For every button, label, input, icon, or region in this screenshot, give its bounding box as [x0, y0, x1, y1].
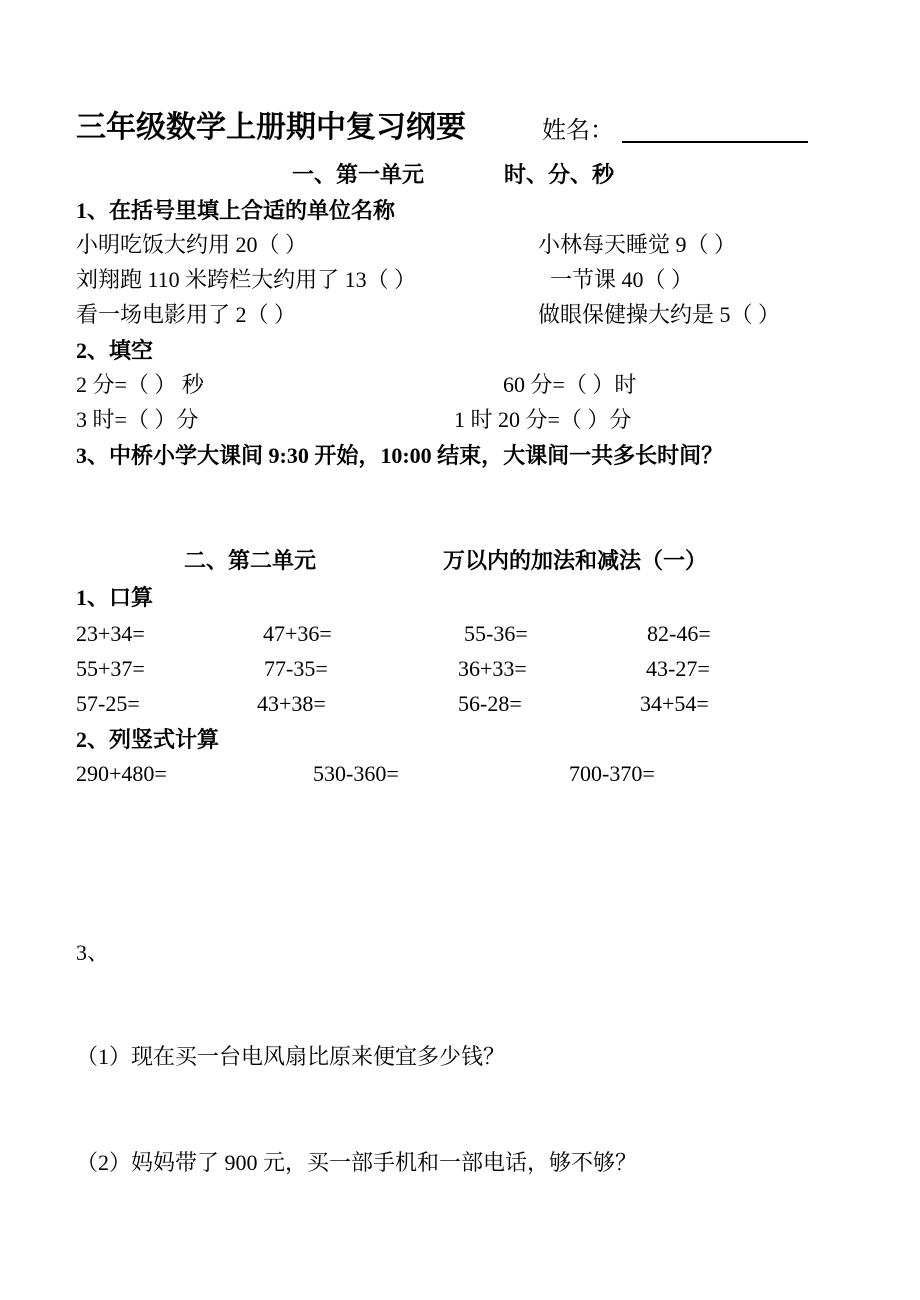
page-title: 三年级数学上册期中复习纲要 — [76, 111, 466, 144]
unit1-topic: 时、分、秒 — [504, 162, 615, 187]
unit1-q1-title: 1、在括号里填上合适的单位名称 — [76, 198, 396, 223]
name-blank[interactable] — [622, 141, 808, 143]
unit2-q2-title: 2、列竖式计算 — [76, 727, 220, 752]
unit1-q1-item: 刘翔跑 110 米跨栏大约用了 13（ ） — [76, 267, 417, 292]
unit2-heading: 二、第二单元 — [184, 548, 317, 573]
unit1-q1-item: 看一场电影用了 2（ ） — [76, 302, 297, 327]
mental-math-item: 82-46= — [647, 621, 711, 646]
unit1-q1-item: 一节课 40（ ） — [550, 267, 694, 292]
unit2-q3-sub2: （2）妈妈带了 900 元，买一部手机和一部电话，够不够？ — [76, 1150, 638, 1175]
unit1-q1-item: 小明吃饭大约用 20（ ） — [76, 232, 308, 257]
mental-math-item: 57-25= — [76, 691, 140, 716]
mental-math-item: 43-27= — [646, 656, 710, 681]
unit1-q1-item: 小林每天睡觉 9（ ） — [538, 232, 737, 257]
vertical-calc-item: 530-360= — [313, 761, 399, 786]
unit2-q1-title: 1、口算 — [76, 585, 154, 610]
name-label: 姓名： — [542, 118, 614, 144]
unit2-topic: 万以内的加法和减法（一） — [443, 548, 708, 573]
mental-math-item: 77-35= — [264, 656, 328, 681]
mental-math-item: 55+37= — [76, 656, 145, 681]
mental-math-item: 23+34= — [76, 621, 145, 646]
vertical-calc-item: 700-370= — [569, 761, 655, 786]
unit1-q1-item: 做眼保健操大约是 5（ ） — [538, 302, 781, 327]
mental-math-item: 34+54= — [640, 691, 709, 716]
unit2-q3-label: 3、 — [76, 940, 110, 965]
unit1-q2-item: 2 分=（ ） 秒 — [76, 372, 204, 397]
mental-math-item: 47+36= — [263, 621, 332, 646]
mental-math-item: 56-28= — [458, 691, 522, 716]
unit1-q2-item: 60 分=（ ）时 — [503, 372, 637, 397]
unit1-heading: 一、第一单元 — [292, 162, 425, 187]
unit1-q2-title: 2、填空 — [76, 338, 154, 363]
unit1-q2-item: 1 时 20 分=（ ）分 — [454, 407, 632, 432]
mental-math-item: 43+38= — [257, 691, 326, 716]
unit1-q3: 3、中桥小学大课间 9:30 开始，10:00 结束，大课间一共多长时间？ — [76, 443, 724, 468]
unit2-q3-sub1: （1）现在买一台电风扇比原来便宜多少钱？ — [76, 1044, 506, 1069]
mental-math-item: 55-36= — [464, 621, 528, 646]
vertical-calc-item: 290+480= — [76, 761, 167, 786]
mental-math-item: 36+33= — [458, 656, 527, 681]
unit1-q2-item: 3 时=（ ）分 — [76, 407, 199, 432]
